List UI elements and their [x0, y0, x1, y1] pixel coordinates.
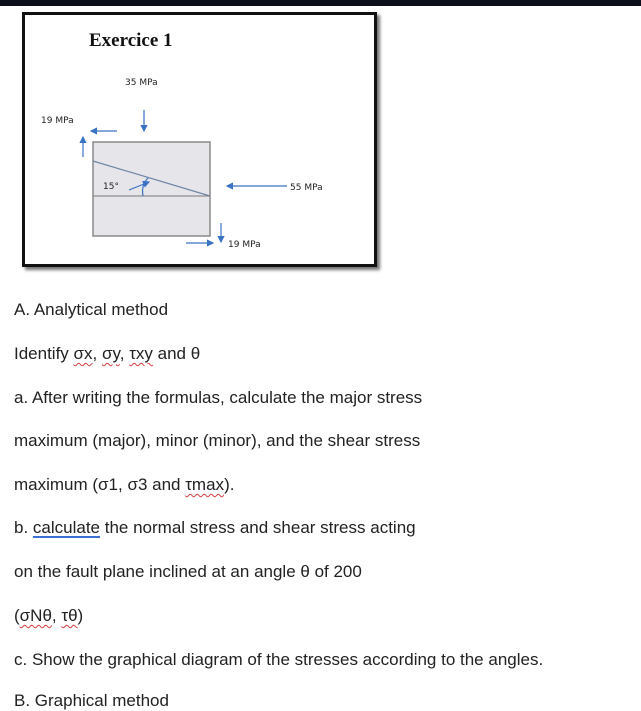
sigma-x-term: σx	[73, 344, 93, 363]
label-top-stress: 35 MPa	[125, 78, 158, 88]
tau-theta-term: τθ	[61, 606, 78, 625]
section-a-heading: A. Analytical method	[14, 300, 169, 319]
question-a-line-2: maximum (major), minor (minor), and the shear stress	[14, 431, 421, 450]
question-b-line-1: b. calculate the normal stress and shear stress acting	[14, 518, 416, 537]
tau-max-term: τmax	[185, 475, 225, 494]
calculate-word: calculate	[32, 518, 101, 537]
question-a-line-1: a. After writing the formulas, calculate the major stress	[14, 388, 423, 407]
label-right-stress: 55 MPa	[290, 183, 323, 193]
question-b-symbols: (σNθ, τθ)	[14, 606, 84, 625]
question-c-line: c. Show the graphical diagram of the stresses according to the angles.	[14, 650, 544, 669]
identify-line: Identify σx, σy, τxy and θ	[14, 344, 201, 363]
stress-figure	[22, 12, 377, 267]
label-bottom-stress: 19 MPa	[228, 240, 261, 250]
sigma-y-term: σy	[102, 344, 120, 363]
question-b-line-2: on the fault plane inclined at an angle θ of 200	[14, 562, 362, 581]
stress-diagram	[25, 15, 374, 264]
section-b-partial-line: B. Graphical method	[14, 691, 169, 710]
sigma-n-theta-term: σNθ	[19, 606, 52, 625]
label-angle: 15°	[103, 182, 119, 192]
question-a-line-3: maximum (σ1, σ3 and τmax).	[14, 475, 235, 494]
top-edge-bar	[0, 0, 641, 6]
label-left-stress: 19 MPa	[41, 116, 74, 126]
figure-title: Exercice 1	[89, 30, 173, 51]
tau-xy-term: τxy	[129, 344, 153, 363]
